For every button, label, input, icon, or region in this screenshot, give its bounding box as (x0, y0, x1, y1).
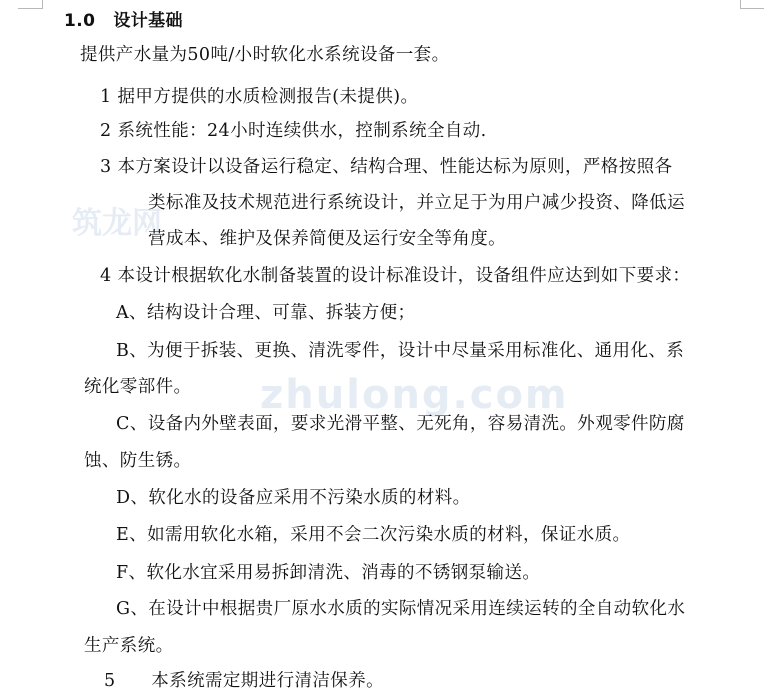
requirement-d: D、软化水的设备应采用不污染水质的材料。 (116, 488, 471, 508)
page-corner-mark-left-v (42, 0, 43, 9)
requirement-g-line-1: G、在设计中根据贵厂原水水质的实际情况采用连续运转的全自动软化水 (116, 599, 686, 619)
section-heading (64, 10, 183, 32)
section-title: 设计基础 (113, 11, 183, 31)
list-item-1: 1 据甲方提供的水质检测报告(未提供)。 (100, 87, 419, 107)
list-item-2: 2 系统性能：24小时连续供水，控制系统全自动. (100, 121, 487, 141)
list-item-3-line-1: 3 本方案设计以设备运行稳定、结构合理、性能达标为原则，严格按照各 (100, 157, 673, 177)
list-item-3-line-2: 类标准及技术规范进行系统设计，并立足于为用户减少投资、降低运 (148, 193, 685, 213)
requirement-b-line-1: B、为便于拆装、更换、清洗零件，设计中尽量采用标准化、通用化、系 (116, 341, 685, 361)
requirement-b-line-2: 统化零部件。 (84, 377, 192, 397)
requirement-c-line-2: 蚀、防生锈。 (84, 451, 192, 471)
paragraph-intro: 提供产水量为50吨/小时软化水系统设备一套。 (80, 45, 450, 65)
page-corner-mark-left-h (18, 8, 42, 9)
requirement-e: E、如需用软化水箱，采用不会二次污染水质的材料，保证水质。 (116, 525, 631, 545)
requirement-f: F、软化水宜采用易拆卸清洗、消毒的不锈钢泵输送。 (116, 563, 541, 583)
requirement-c-line-1: C、设备内外壁表面，要求光滑平整、无死角，容易清洗。外观零件防腐 (116, 414, 685, 434)
list-item-5: 5 本系统需定期进行清洁保养。 (104, 671, 385, 691)
page-corner-mark-right-v (740, 0, 741, 9)
watermark-logo: 筑龙网 (72, 206, 162, 241)
page-corner-mark-right-h (740, 8, 764, 9)
requirement-a: A、结构设计合理、可靠、拆装方便； (116, 303, 416, 323)
watermark-url: zhulong.com (260, 372, 569, 418)
section-number: 1.0 (64, 11, 96, 31)
list-item-3-line-3: 营成本、维护及保养简便及运行安全等角度。 (148, 229, 506, 249)
list-item-4: 4 本设计根据软化水制备装置的设计标准设计，设备组件应达到如下要求： (100, 266, 691, 286)
requirement-g-line-2: 生产系统。 (84, 636, 174, 656)
